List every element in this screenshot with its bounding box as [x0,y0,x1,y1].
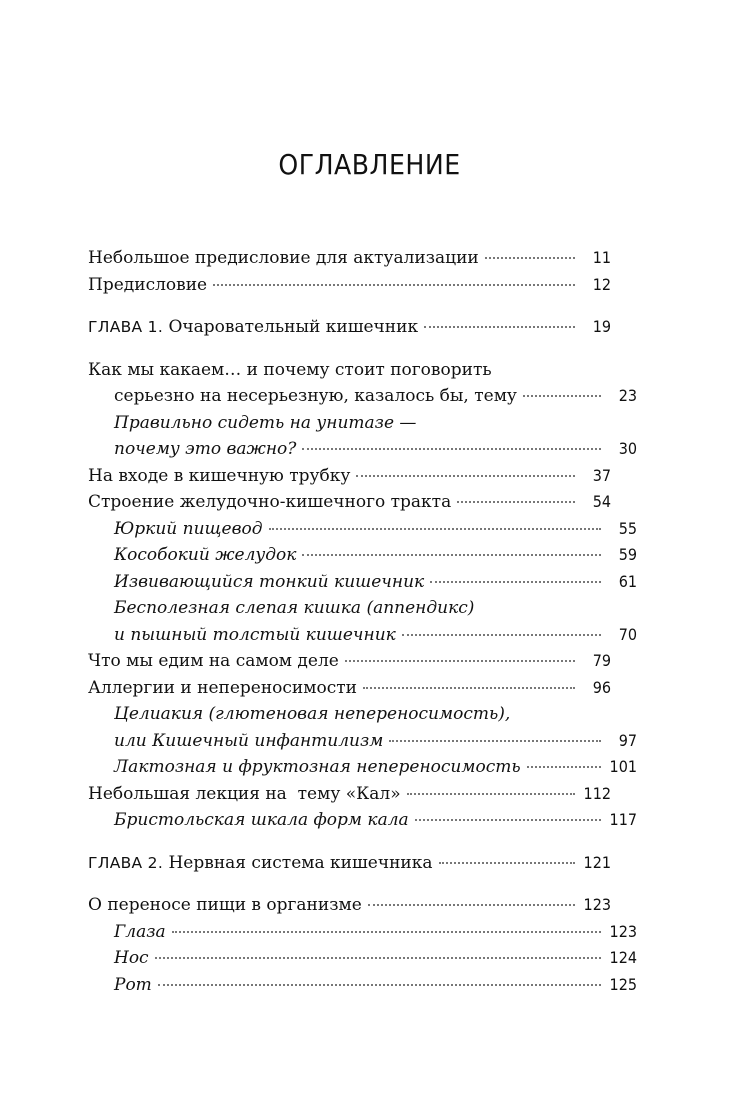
toc-chapter-entry [88,314,611,341]
toc-entry [88,781,611,808]
toc-entry-title: Кособокий желудок [114,545,297,565]
toc-entry-title: Небольшое предисловие для актуализации [88,248,479,268]
toc-chapter-entry [88,850,611,877]
toc-entry [88,892,611,919]
toc-page-number: 101 [609,757,637,776]
toc-page-number: 59 [618,545,637,564]
toc-entry [88,622,637,649]
toc-entry-title: Небольшая лекция на тему «Кал» [88,783,401,804]
dot-leader [356,475,575,477]
toc-page-number: 70 [618,624,637,644]
dot-leader [527,766,601,768]
toc-entry [88,569,637,596]
dot-leader [389,740,601,742]
toc-entry [88,245,611,272]
toc-entry-title: Глаза [114,921,166,942]
toc-page-number: 112 [583,783,611,803]
toc-page-number: 54 [592,492,611,511]
toc-entry [88,972,637,999]
toc-entry-first-line: Целиакия (глютеновая непереносимость), [114,704,511,724]
toc-page-number: 19 [592,317,611,336]
toc-entry-title: Очаровательный кишечник [168,317,419,337]
toc-entry-title: серьезно на несерьезную, казалось бы, тему [114,386,517,406]
toc-page-number: 55 [618,518,637,538]
toc-entry-title: Аллергии и непереносимости [88,677,357,698]
dot-leader [269,528,601,530]
toc-page-number: 117 [609,810,637,829]
toc-entry-first-line: Как мы какаем… и почему стоит поговорить [88,359,492,380]
toc-page-number: 12 [592,274,611,294]
toc-page-number: 11 [592,248,611,267]
toc-entry-title: Юркий пищевод [114,518,263,539]
dot-leader [415,819,601,821]
toc-entry-title: Нервная система кишечника [168,852,433,873]
dot-leader [457,501,575,503]
chapter-label: ГЛАВА 2. [88,853,164,872]
table-of-contents [88,245,637,998]
dot-leader [172,931,601,933]
toc-entry [88,648,611,675]
toc-entry-title: Лактозная и фруктозная непереносимость [114,757,521,777]
toc-page-number: 121 [583,852,611,872]
toc-entry-title: Извивающийся тонкий кишечник [114,571,425,592]
toc-page-number: 123 [583,895,611,914]
dot-leader [402,634,601,636]
dot-leader [485,257,575,259]
toc-page-number: 30 [618,439,637,458]
toc-entry [88,463,611,490]
toc-entry-first-line: Правильно сидеть на унитазе — [114,412,417,433]
toc-page-number: 37 [592,465,611,485]
dot-leader [345,660,575,662]
toc-page-number: 124 [609,948,637,967]
toc-entry-title: Предисловие [88,274,208,295]
dot-leader [430,581,601,583]
page-title: ОГЛАВЛЕНИЕ [278,148,461,181]
dot-leader [155,957,601,959]
dot-leader [439,862,576,864]
toc-entry-title: Нос [114,948,149,968]
toc-page-number: 97 [618,730,637,750]
dot-leader [523,395,601,397]
toc-entry [88,945,637,972]
toc-entry-title: На входе в кишечную трубку [88,465,351,486]
toc-entry [88,675,611,702]
toc-page-number: 125 [609,974,637,994]
chapter-label: ГЛАВА 1. [88,318,164,336]
dot-leader [302,448,601,450]
toc-entry-first-line: Бесполезная слепая кишка (аппендикс) [114,598,475,618]
dot-leader [363,687,575,689]
dot-leader [407,793,575,795]
toc-entry [88,436,637,463]
toc-page-number: 79 [592,651,611,670]
toc-entry-title: Рот [114,974,152,995]
dot-leader [424,326,575,328]
toc-entry-title: почему это важно? [114,439,297,459]
toc-entry [88,516,637,543]
toc-entry [88,272,611,299]
dot-leader [213,284,575,286]
dot-leader [158,984,601,986]
toc-entry-title: и пышный толстый кишечник [114,624,396,645]
toc-entry-title: Что мы едим на самом деле [88,651,339,671]
dot-leader [368,904,575,906]
dot-leader [302,554,601,556]
toc-page-number: 96 [592,677,611,697]
toc-entry-title: или Кишечный инфантилизм [114,730,384,751]
toc-page-number: 123 [609,921,637,941]
toc-page-number: 61 [618,571,637,591]
toc-page-number: 23 [618,386,637,405]
toc-entry-title: Строение желудочно-кишечного тракта [88,492,452,512]
toc-entry [88,383,637,410]
toc-entry-title: О переносе пищи в организме [88,895,362,915]
toc-entry [88,754,637,781]
toc-entry [88,728,637,755]
toc-entry [88,542,637,569]
toc-entry [88,489,611,516]
toc-entry-title: Бристольская шкала форм кала [114,810,409,830]
toc-entry [88,807,637,834]
toc-entry [88,919,637,946]
